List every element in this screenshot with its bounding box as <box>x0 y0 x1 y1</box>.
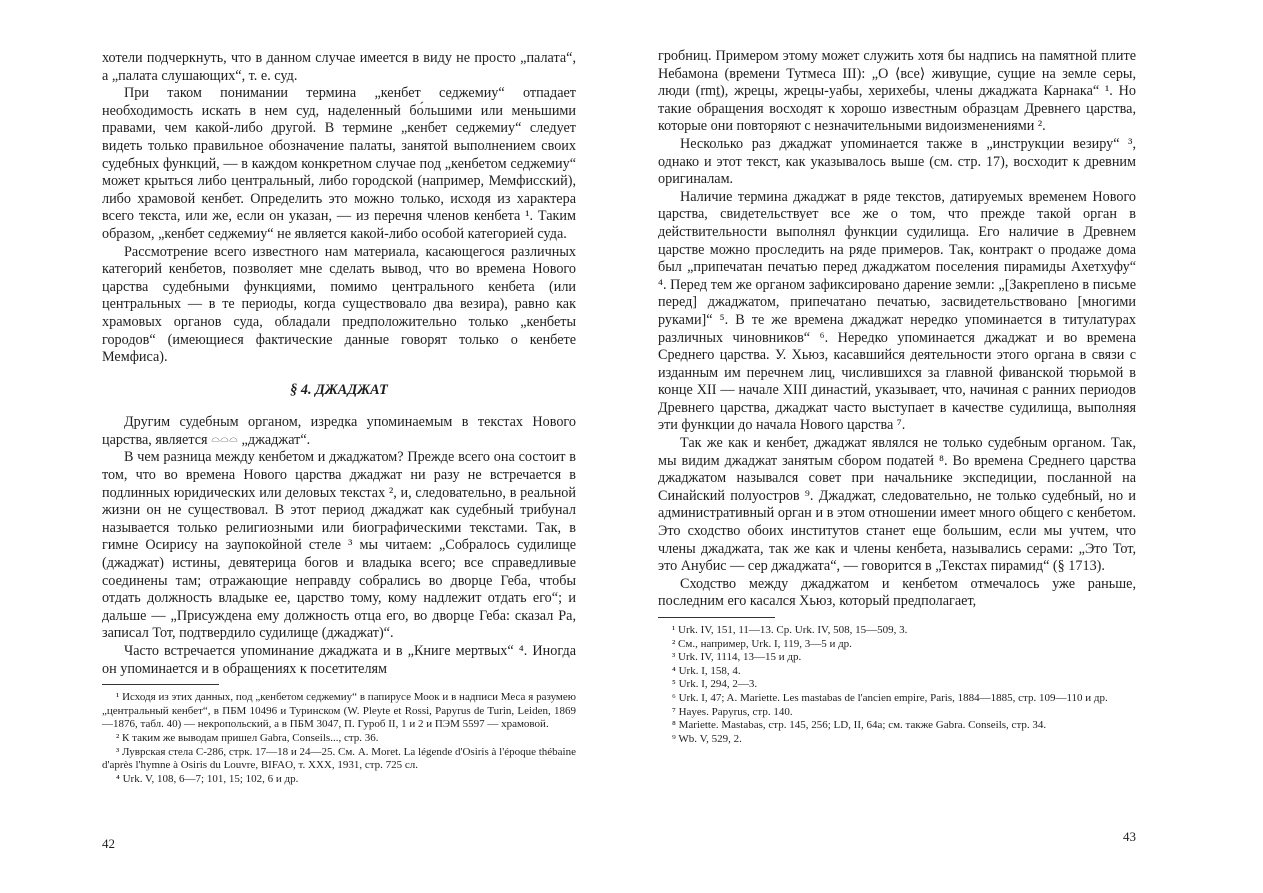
footnote: ⁶ Urk. I, 47; A. Mariette. Les mastabas de l'ancien empire, Paris, 1884—1885, стр. 109—110 и др. <box>672 691 1108 704</box>
footnote: ⁴ Urk. I, 158, 4. <box>672 664 741 677</box>
paragraph: Часто встречается упоминание джаджата и в „Книге мертвых“ ⁴. Иногда он упоминается и в обращениях к посетителям <box>102 643 576 677</box>
paragraph: Другим судебным органом, изредка упоминаемым в текстах Нового царства, является 𓏏𓏏𓏏 „джаджат“. <box>102 414 576 448</box>
footnotes <box>102 691 576 786</box>
footnote-divider <box>658 617 775 618</box>
footnote: ⁸ Mariette. Mastabas, стр. 145, 256; LD, II, 64a; см. также Gabra. Conseils, стр. 34. <box>672 719 1047 732</box>
footnote: ⁹ Wb. V, 529, 2. <box>672 732 742 745</box>
page-number: 43 <box>1123 829 1136 844</box>
footnote: ² К таким же выводам пришел Gabra, Conseils..., стр. 36. <box>116 731 379 744</box>
paragraph: Несколько раз джаджат упоминается также в „инструкции везиру“ ³, однако и этот текст, как указывалось выше (см. стр. 17), восходит к древним оригиналам. <box>658 135 1136 188</box>
footnote: ³ Луврская стела C-286, стрк. 17—18 и 24—25. См. A. Moret. La légende d'Osiris à l'époque thébaine d'après l'hymne à Osiris du Louvre, BIFAO, т. XXX, 1931, стр. 725 сл. <box>102 745 576 772</box>
footnote-divider <box>102 684 219 685</box>
paragraph: Рассмотрение всего известного нам материала, касающегося различных категорий кенбетов, позволяет мне сделать вывод, что во времена Нового царства судебными функциями, помимо центрального кенбета (или центральных — в те периоды, когда существовало два везира), равно как храмовых органов суда, обладали предположительно только „кенбеты городов“ (имеющиеся фактические данные говорят только о кенбете Мемфиса). <box>102 243 576 366</box>
paragraph: В чем разница между кенбетом и джаджатом? Прежде всего она состоит в том, что во времена Нового царства джаджат ни разу не встречается в подлинных юридических или деловых текстах ², и, следовательно, в реальной жизни он не существовал. В этот период джаджат как судебный трибунал называется только религиозными или биографическими текстами. Так, в гимне Осирису на заупокойной стеле ³ мы читаем: „Собралось судилище (джаджат) истины, девятерица богов и владыка всего; все справедливые соединены там; отражающие неправду собрались во дворце Геба, чтобы отдать должность владыке ее, царство тому, кому надлежит отдать его“; и дальше — „Присуждена ему должность отца его, во дворце Геба: сказал Ра, записал Тот, подтвердило судилище (джаджат)“. <box>102 449 576 642</box>
footnote: ⁵ Urk. I, 294, 2—3. <box>672 678 758 691</box>
paragraph: Так же как и кенбет, джаджат являлся не только судебным органом. Так, мы видим джаджат занятым сбором податей ⁸. Во времена Среднего царства джаджатом назывался совет при начальнике экспедиции, посланной на Синайский полуостров ⁹. Джаджат, следовательно, не только судебный, но и административный орган и в этом отношении имеет много общего с кенбетом. Это сходство обоих институтов станет еще большим, если мы учтем, что члены джаджата, так же как и члены кенбета, назывались серами: „Это Тот, это Анубис — сер джаджата“, — говорится в „Текстах пирамид“ (§ 1713). <box>658 435 1136 575</box>
footnote: ³ Urk. IV, 1114, 13—15 и др. <box>672 651 802 664</box>
page-number: 42 <box>102 836 115 851</box>
right-column <box>658 48 1136 746</box>
paragraph: Наличие термина джаджат в ряде текстов, датируемых временем Нового царства, свидетельствует все же о том, что прежде такой орган в действительности выполнял функции судилища. Его наличие в Древнем царстве можно проследить на ряде примеров. Так, контракт о продаже дома был „припечатан печатью перед джаджатом поселения пирамиды Ахетхуфу“ ⁴. Перед тем же органом зафиксировано дарение земли: „[Закреплено в письме перед] джаджатом, припечатано печатью, засвидетельствовано [многими руками]“ ⁵. В те же времена джаджат нередко упоминается в титулатурах различных чиновников“ ⁶. Нередко упоминается джаджат и во времена Среднего царства. У. Хьюз, касавшийся деятельности этого органа в связи с изданным им перечнем лиц, числившихся за главной фиванской тюрьмой в конце XII — начале XIII династий, указывает, что, начиная с ранних периодов Древнего царства, джаджат часто выступает в качестве судилища, выполняя эти функции до начала Нового царства ⁷. <box>658 188 1136 434</box>
paragraph: При таком понимании термина „кенбет седжемиу“ отпадает необходимость искать в нем суд, наделенный бо́льшими или меньшими правами, чем какой-либо другой. В термине „кенбет седжемиу“ следует видеть только правильное обозначение палаты, занятой выполнением своих судебных функций, — в каждом конкретном случае под „кенбетом седжемиу“ может крыться либо центральный, либо городской (например, Мемфисский), либо храмовой кенбет. Определить это можно только, исходя из характера всего текста, или же, если он указан, — из перечня членов кенбета ¹. Таким образом, „кенбет седжемиу“ не является какой-либо особой категорией суда. <box>102 85 576 242</box>
footnote: ² См., например, Urk. I, 119, 3—5 и др. <box>672 637 852 650</box>
footnote: ¹ Urk. IV, 151, 11—13. Ср. Urk. IV, 508, 15—509, 3. <box>672 624 908 636</box>
paragraph: Сходство между джаджатом и кенбетом отмечалось уже раньше, последним его касался Хьюз, который предполагает, <box>658 575 1136 610</box>
footnote: ⁷ Hayes. Papyrus, стр. 140. <box>672 705 793 718</box>
footnotes <box>658 624 1136 746</box>
left-column <box>102 50 576 786</box>
footnote: ¹ Исходя из этих данных, под „кенбетом седжемиу“ в папирусе Моок и в надписи Меса я разумею „центральный кенбет“, в ПБМ 10496 и Туринском (W. Pleyte et Rossi, Papyrus de Turin, Leiden, 1869—1876, табл. 40) — некропольский, а в ПБМ 3047, П. Гуроб II, 1 и 2 и ПЭМ 5597 — храмовой. <box>102 691 576 731</box>
footnote: ⁴ Urk. V, 108, 6—7; 101, 15; 102, 6 и др. <box>116 772 299 785</box>
paragraph: гробниц. Примером этому может служить хотя бы надпись на памятной плите Небамона (времени Тутмеса III): „О ⟨все⟩ живущие, сущие на земле серы, люди (rmṯ), жрецы, жрецы-уабы, херихебы, члены джаджата Карнака“ ¹. Но такие обращения восходят к хорошо известным образцам Древнего царства, которые они повторяют с незначительными видоизменениями ². <box>658 48 1136 135</box>
section-heading: § 4. ДЖАДЖАТ <box>290 381 388 398</box>
paragraph: хотели подчеркнуть, что в данном случае имеется в виду не просто „палата“, а „палата слушающих“, т. е. суд. <box>102 50 576 84</box>
